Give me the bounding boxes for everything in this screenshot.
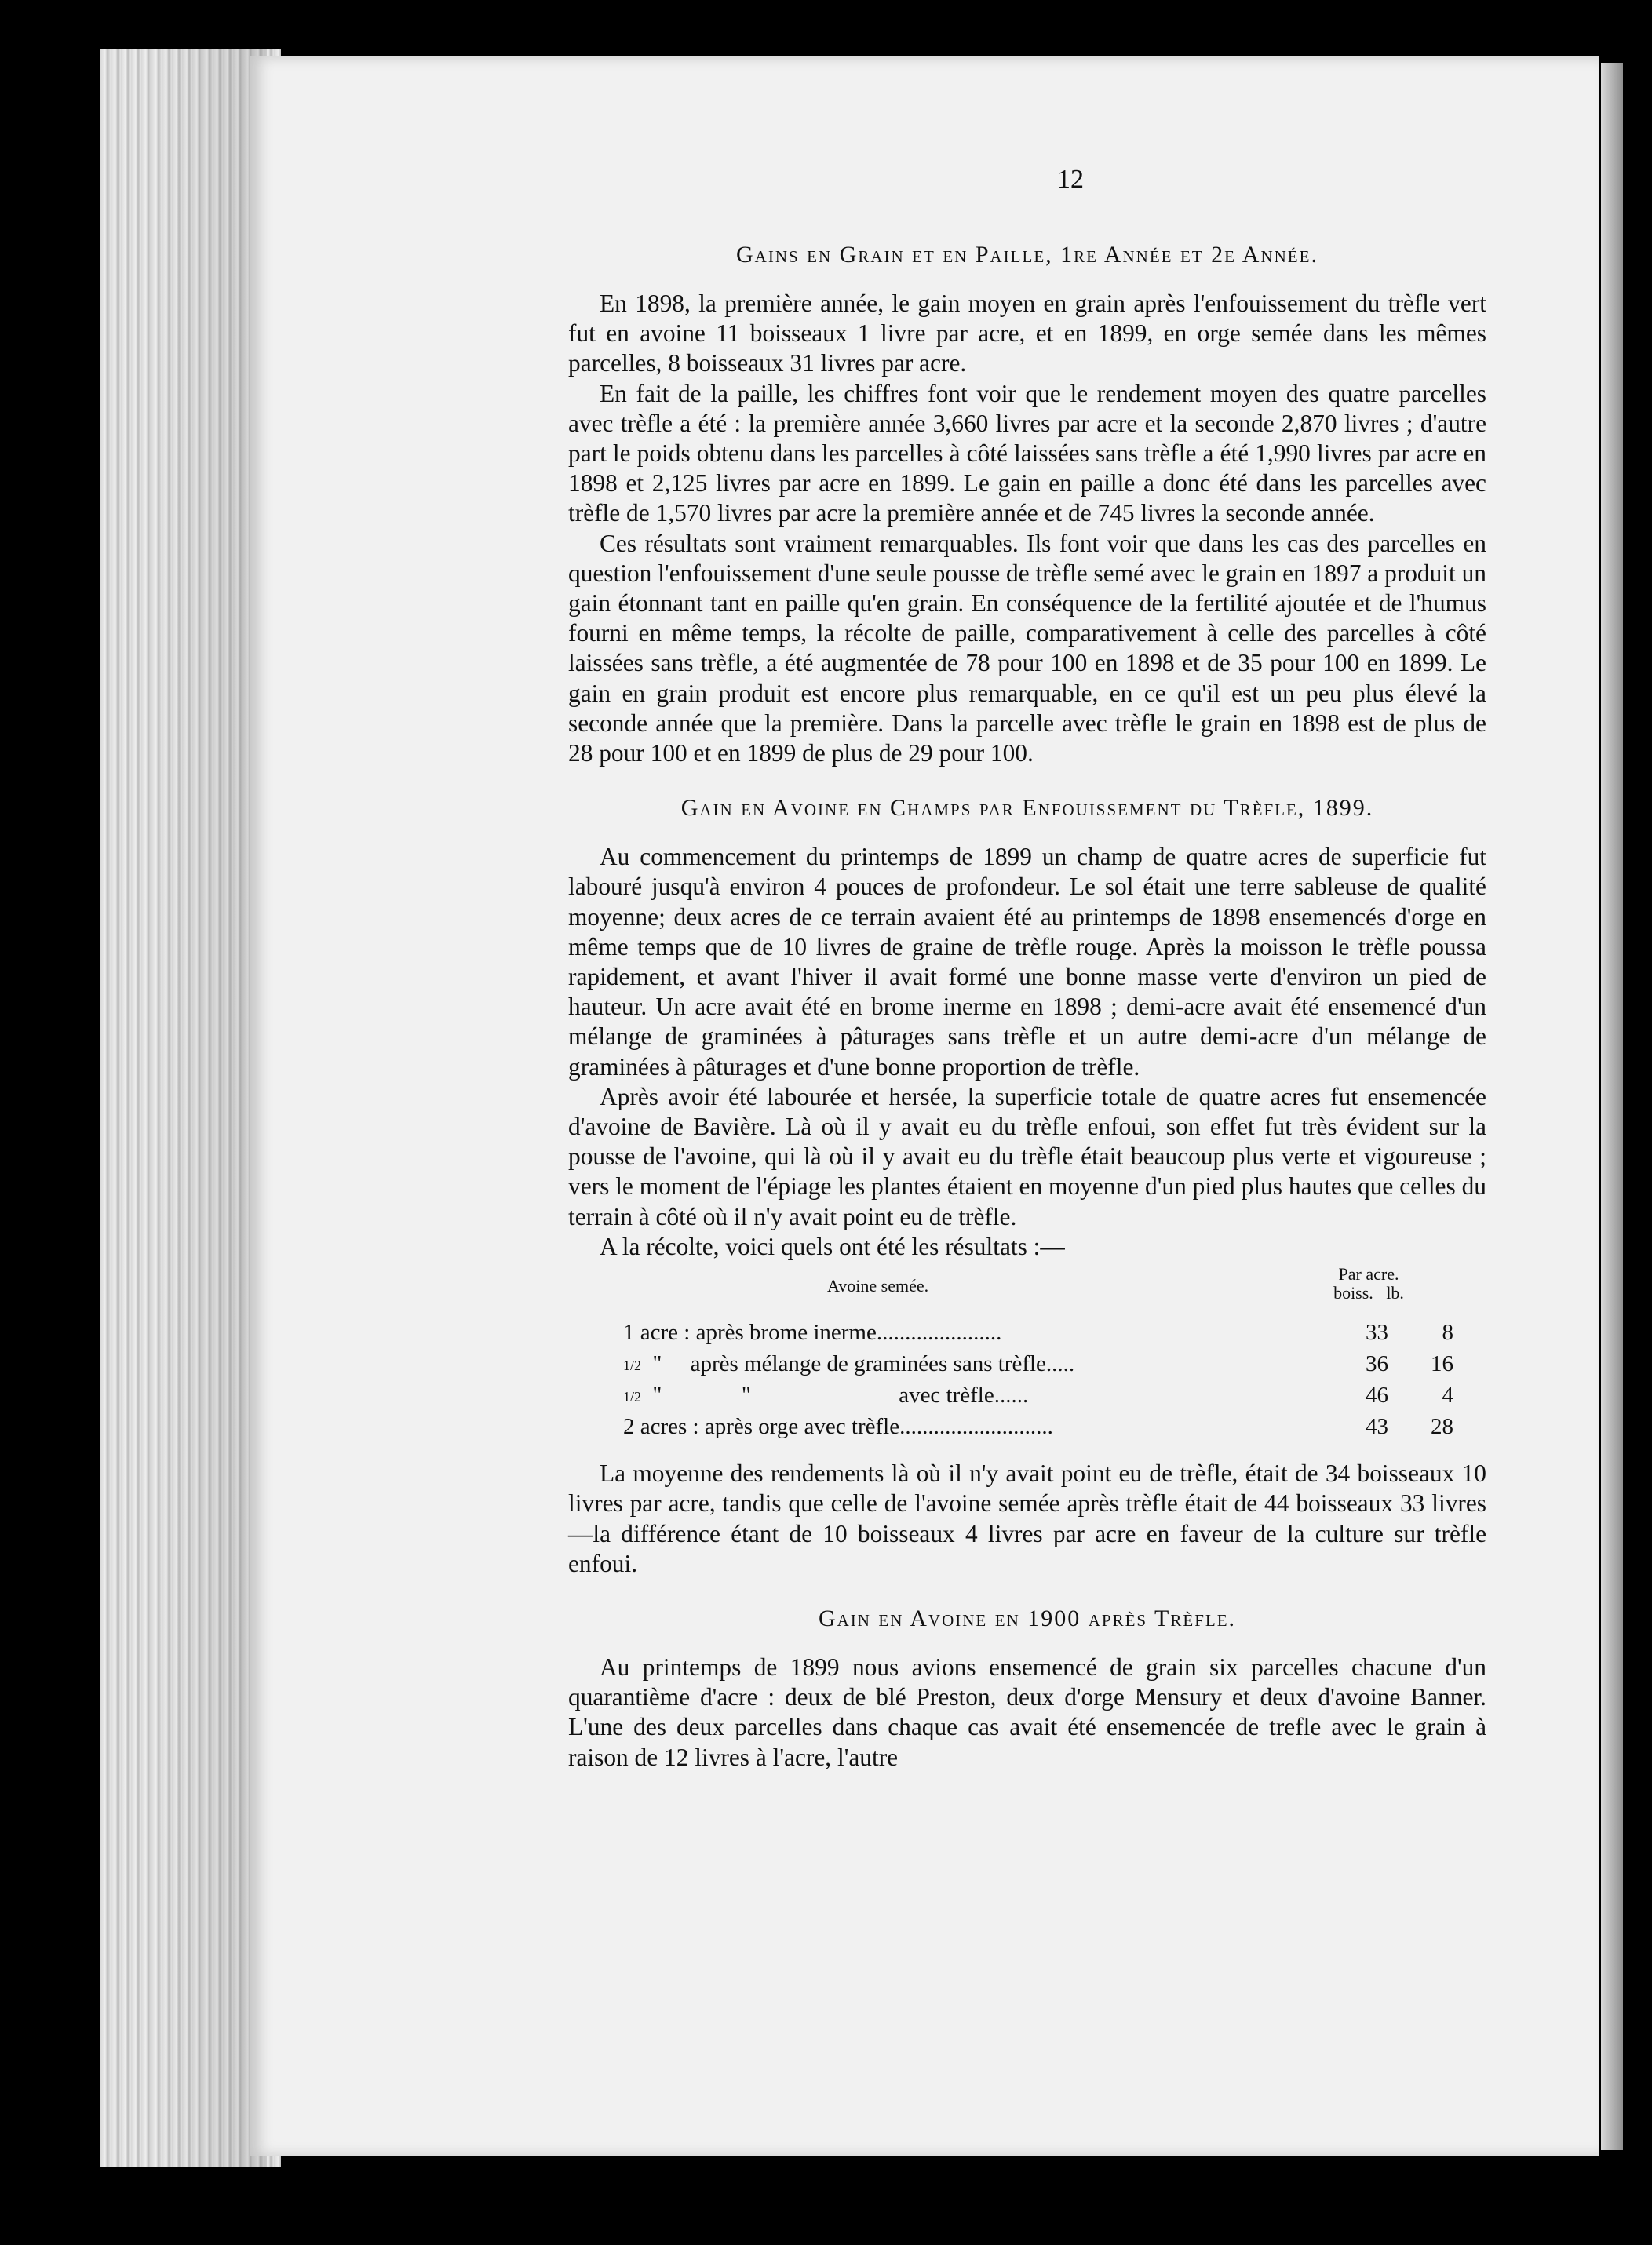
unit-lb: lb.	[1386, 1283, 1404, 1303]
unit-boiss: boiss.	[1333, 1283, 1373, 1303]
par-acre-label: Par acre.	[1338, 1264, 1399, 1285]
row-description: " " avec trèfle......	[641, 1383, 1029, 1409]
paragraph: En fait de la paille, les chiffres font voir que le rendement moyen des quatre parcelles avec trèfle a été : la première année 3,660 livres par acre et la seconde 2,870 livres ; d'autre part le poids obtenu dans les parcelles à côté laissées sans trèfle a été 1,990 livres par acre en 1898 et 2,125 livres par acre en 1899. Le gain en paille a donc été dans les parcelles avec trèfle de 1,570 livres par acre la première année et de 745 livres la seconde année.	[568, 379, 1486, 527]
row-livres: 16	[1431, 1351, 1453, 1377]
fraction: 1/2	[623, 1358, 642, 1374]
table-row	[623, 1383, 1479, 1414]
table-column-header: Avoine semée.	[827, 1276, 929, 1296]
paragraph: La moyenne des rendements là où il n'y avait point eu de trèfle, était de 34 boisseaux 10 livres par acre, tandis que celle de l'avoine semée après trèfle était de 44 boisseaux 33 livres—la différence étant de 10 boisseaux 4 livres par acre en faveur de la culture sur trèfle enfoui.	[568, 1460, 1486, 1577]
paragraph: Au commencement du printemps de 1899 un champ de quatre acres de superficie fut labouré jusqu'à environ 4 pouces de profondeur. Le sol était une terre sableuse de qualité moyenne; deux acres de ce terrain avaient été au printemps de 1898 ensemencés d'orge en même temps que de 10 livres de graine de trèfle rouge. Après la moisson le trèfle poussa rapidement, et avant l'hiver il avait formé une bonne masse verte d'environ un pied de hauteur. Un acre avait été en brome inerme en 1898 ; demi-acre avait été ensemencé d'un mélange de graminées à pâturages sans trèfle et un autre demi-acre d'un mélange de graminées à pâturages et d'une bonne proportion de trèfle.	[568, 843, 1486, 1081]
paragraph: En 1898, la première année, le gain moyen en grain après l'enfouissement du trèfle vert fut en avoine 11 boisseaux 1 livre par acre, et en 1899, en orge semée dans les mêmes parcelles, 8 boisseaux 31 livres par acre.	[568, 290, 1486, 377]
table-row	[623, 1320, 1479, 1351]
section-heading-avoine-1900: Gain en Avoine en 1900 après Trèfle.	[818, 1605, 1237, 1631]
page-right-edge	[1601, 63, 1623, 2150]
row-description-wrap	[623, 1383, 1028, 1409]
row-boisseaux: 33	[1366, 1320, 1388, 1346]
table-row	[623, 1351, 1479, 1383]
paragraph: Ces résultats sont vraiment remarquables. Ils font voir que dans les cas des parcelles en question l'enfouissement d'une seule pousse de trèfle semé avec le grain en 1897 a produit un gain étonnant tant en paille qu'en grain. En conséquence de la fertilité ajoutée et de l'humus fourni en même temps, la récolte de paille, comparativement à celle des parcelles à côté laissées sans trèfle, a été augmentée de 78 pour 100 en 1898 et de 35 pour 100 en 1899. Le gain en grain produit est encore plus remarquable, en ce qu'il est un peu plus élevé la seconde année que la première. Dans la parcelle avec trèfle le grain en 1898 est de plus de 28 pour 100 et en 1899 de plus de 29 pour 100.	[568, 529, 1486, 767]
units-label	[1306, 1284, 1431, 1303]
row-description-wrap	[623, 1351, 1074, 1377]
results-table	[568, 1265, 1486, 1441]
row-livres: 8	[1442, 1320, 1453, 1346]
row-boisseaux: 36	[1366, 1351, 1388, 1377]
page-content	[568, 165, 1486, 1773]
row-description: 1 acre : après brome inerme......................	[623, 1320, 1002, 1346]
row-boisseaux: 46	[1366, 1383, 1388, 1409]
section-heading-grain-paille: Gains en Grain et en Paille, 1re Année et 2e Année.	[736, 242, 1318, 268]
page-number: 12	[1057, 165, 1084, 194]
paragraph: A la récolte, voici quels ont été les résultats :—	[600, 1232, 1065, 1260]
row-description: " après mélange de graminées sans trèfle.....	[641, 1351, 1075, 1377]
paragraph: Après avoir été labourée et hersée, la superficie totale de quatre acres fut ensemencée d'avoine de Bavière. Là où il y avait eu du trèfle enfoui, son effet fut très évident sur la pousse de l'avoine, qui là où il y avait eu du trèfle était beaucoup plus verte et vigoureuse ; vers le moment de l'épiage les plantes étaient en moyenne d'un pied plus hautes que celles du terrain à côté où il n'y avait point eu de trèfle.	[568, 1082, 1486, 1230]
row-livres: 28	[1431, 1414, 1453, 1440]
row-livres: 4	[1442, 1383, 1453, 1409]
table-row	[623, 1414, 1479, 1445]
row-description: 2 acres : après orge avec trèfle...........................	[623, 1414, 1053, 1440]
section-heading-avoine-champs: Gain en Avoine en Champs par Enfouissement du Trèfle, 1899.	[680, 795, 1374, 822]
table-unit-header	[1306, 1265, 1431, 1303]
paragraph: Au printemps de 1899 nous avions ensemencé de grain six parcelles chacune d'un quarantième d'acre : deux de blé Preston, deux d'orge Mensury et deux d'avoine Banner. L'une des deux parcelles dans chaque cas avait été ensemencée de trefle avec le grain à raison de 12 livres à l'acre, l'autre	[568, 1653, 1486, 1771]
row-boisseaux: 43	[1366, 1414, 1388, 1440]
fraction: 1/2	[623, 1389, 642, 1405]
